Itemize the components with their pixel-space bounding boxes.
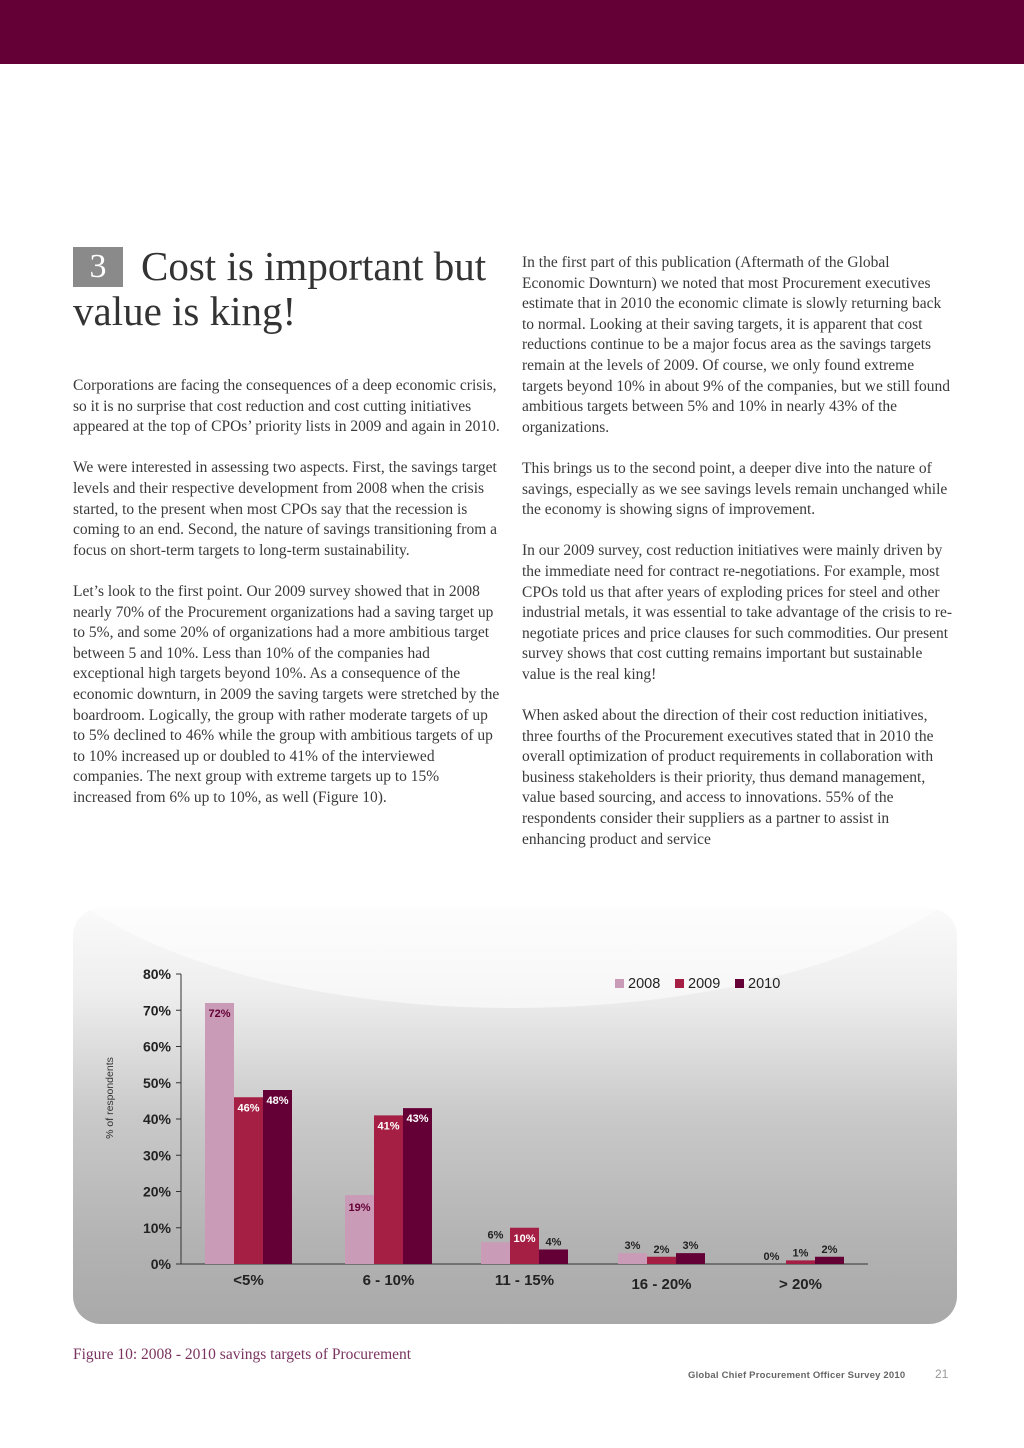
legend-label-2010: 2010	[748, 976, 781, 992]
chart-panel	[73, 908, 957, 1324]
data-label: 72%	[208, 1008, 231, 1020]
data-label: 48%	[266, 1095, 289, 1107]
data-label: 2%	[821, 1243, 838, 1256]
data-label: 46%	[237, 1102, 260, 1115]
bar-chart	[73, 908, 957, 1324]
y-tick-label: 80%	[142, 966, 171, 982]
data-label: 2%	[653, 1243, 670, 1256]
y-tick-label: 30%	[142, 1147, 171, 1164]
right-text-column	[522, 253, 954, 871]
y-tick-label: 60%	[142, 1038, 171, 1055]
bar-2010	[676, 1253, 705, 1264]
bar-2010	[403, 1108, 432, 1264]
y-tick-label: 40%	[142, 1111, 171, 1127]
data-label: 6%	[487, 1229, 504, 1242]
legend-label-2009: 2009	[688, 976, 721, 992]
bar-2009	[786, 1260, 815, 1264]
bar-2008	[205, 1003, 234, 1264]
legend-swatch-2010	[735, 979, 744, 988]
legend-swatch-2008	[615, 979, 624, 988]
legend-swatch-2009	[675, 979, 684, 988]
paragraph: Corporations are facing the consequences of a deep economic crisis, so it is no surprise that cost reduction and cost cutting initiatives appeared at the top of CPOs’ priority lists in 2009 and again in 2010.	[73, 377, 500, 436]
legend-label-2008: 2008	[628, 976, 661, 992]
data-label: 3%	[624, 1240, 641, 1253]
section-heading	[73, 244, 503, 334]
y-tick-label: 50%	[142, 1074, 171, 1091]
paragraph: We were interested in assessing two aspects. First, the savings target levels and their respective development from 2008 when the crisis started, to the present when most CPOs say that the recession is coming to an end. Second, the nature of savings transitioning from a focus on short-term targets to long-term sustainability.	[73, 459, 498, 559]
data-label: 19%	[348, 1202, 371, 1215]
y-axis-title: % of respondents	[104, 1057, 116, 1139]
bar-2009	[374, 1115, 403, 1264]
y-tick-label: 0%	[150, 1256, 171, 1272]
left-text-column	[73, 376, 501, 829]
bar-2010	[815, 1257, 844, 1264]
data-label: 1%	[792, 1247, 809, 1260]
bar-2008	[618, 1253, 647, 1264]
x-tick-label: 11 - 15%	[494, 1272, 555, 1289]
bar-2010	[539, 1250, 568, 1265]
header-bar	[0, 0, 1024, 64]
y-tick-label: 20%	[142, 1183, 171, 1200]
bar-2010	[263, 1090, 292, 1264]
figure-caption: Figure 10: 2008 - 2010 savings targets of Procurement	[73, 1346, 412, 1363]
footer-publication: Global Chief Procurement Officer Survey 2010	[688, 1370, 906, 1381]
y-tick-label: 70%	[142, 1002, 171, 1019]
paragraph: This brings us to the second point, a deeper dive into the nature of savings, especially as we see savings levels remain unchanged while the economy is showing signs of improvement.	[522, 459, 948, 519]
x-tick-label: 16 - 20%	[631, 1276, 692, 1293]
paragraph: When asked about the direction of their cost reduction initiatives, three fourths of the Procurement executives stated that in 2010 the overall optimization of product requirements in collaboration with business stakeholders is their priority, thus demand management, value based sourcing, and access to innovations. 55% of the respondents consider their suppliers as a partner to assist in enhancing product and service	[522, 707, 934, 848]
x-tick-label: > 20%	[779, 1276, 822, 1293]
x-tick-label: <5%	[233, 1272, 264, 1289]
data-label: 3%	[682, 1240, 699, 1253]
data-label: 41%	[377, 1120, 400, 1133]
bar-2008	[481, 1242, 510, 1264]
section-number-box: 3	[73, 247, 123, 287]
section-title: Cost is important but value is king!	[73, 243, 487, 334]
paragraph: Let’s look to the first point. Our 2009 survey showed that in 2008 nearly 70% of the Procurement organizations had a saving target up to 5%, and some 20% of organizations had a more ambitious target between 5 and 10%. Less than 10% of the companies had exceptional high targets beyond 10%. As a consequence of the economic downturn, in 2009 the saving targets were stretched by the boardroom. Logically, the group with rather moderate targets of up to 5% declined to 46% while the group with ambitious targets of up to 10% increased up or doubled to 41% of the interviewed companies. The next group with extreme targets up to 15% increased from 6% up to 10%, as well (Figure 10).	[73, 582, 500, 806]
x-tick-label: 6 - 10%	[362, 1272, 415, 1289]
data-label: 0%	[763, 1251, 780, 1263]
page-number: 21	[935, 1367, 949, 1381]
paragraph: In the first part of this publication (Aftermath of the Global Economic Downturn) we noted that most Procurement executives estimate that in 2010 the economic climate is slowly returning back to normal. Looking at their saving targets, it is apparent that cost reductions continue to be a major focus area as the savings targets remain at the levels of 2009. Of course, we only found extreme targets beyond 10% in about 9% of the companies, but we still found ambitious targets between 5% and 10% in nearly 43% of the organizations.	[522, 254, 951, 436]
data-label: 10%	[513, 1232, 536, 1245]
data-label: 43%	[406, 1113, 429, 1126]
bar-2009	[647, 1257, 676, 1264]
y-tick-label: 10%	[142, 1219, 171, 1236]
bar-2009	[234, 1097, 263, 1264]
data-label: 4%	[545, 1236, 562, 1249]
paragraph: In our 2009 survey, cost reduction initiatives were mainly driven by the immediate need for contract re-negotiations. For example, most CPOs told us that after years of exploding prices for steel and other industrial metals, it was essential to take advantage of the crisis to re-negotiate prices and price clauses for such commodities. Our present survey shows that cost cutting remains important but sustainable value is the real king!	[522, 542, 952, 683]
